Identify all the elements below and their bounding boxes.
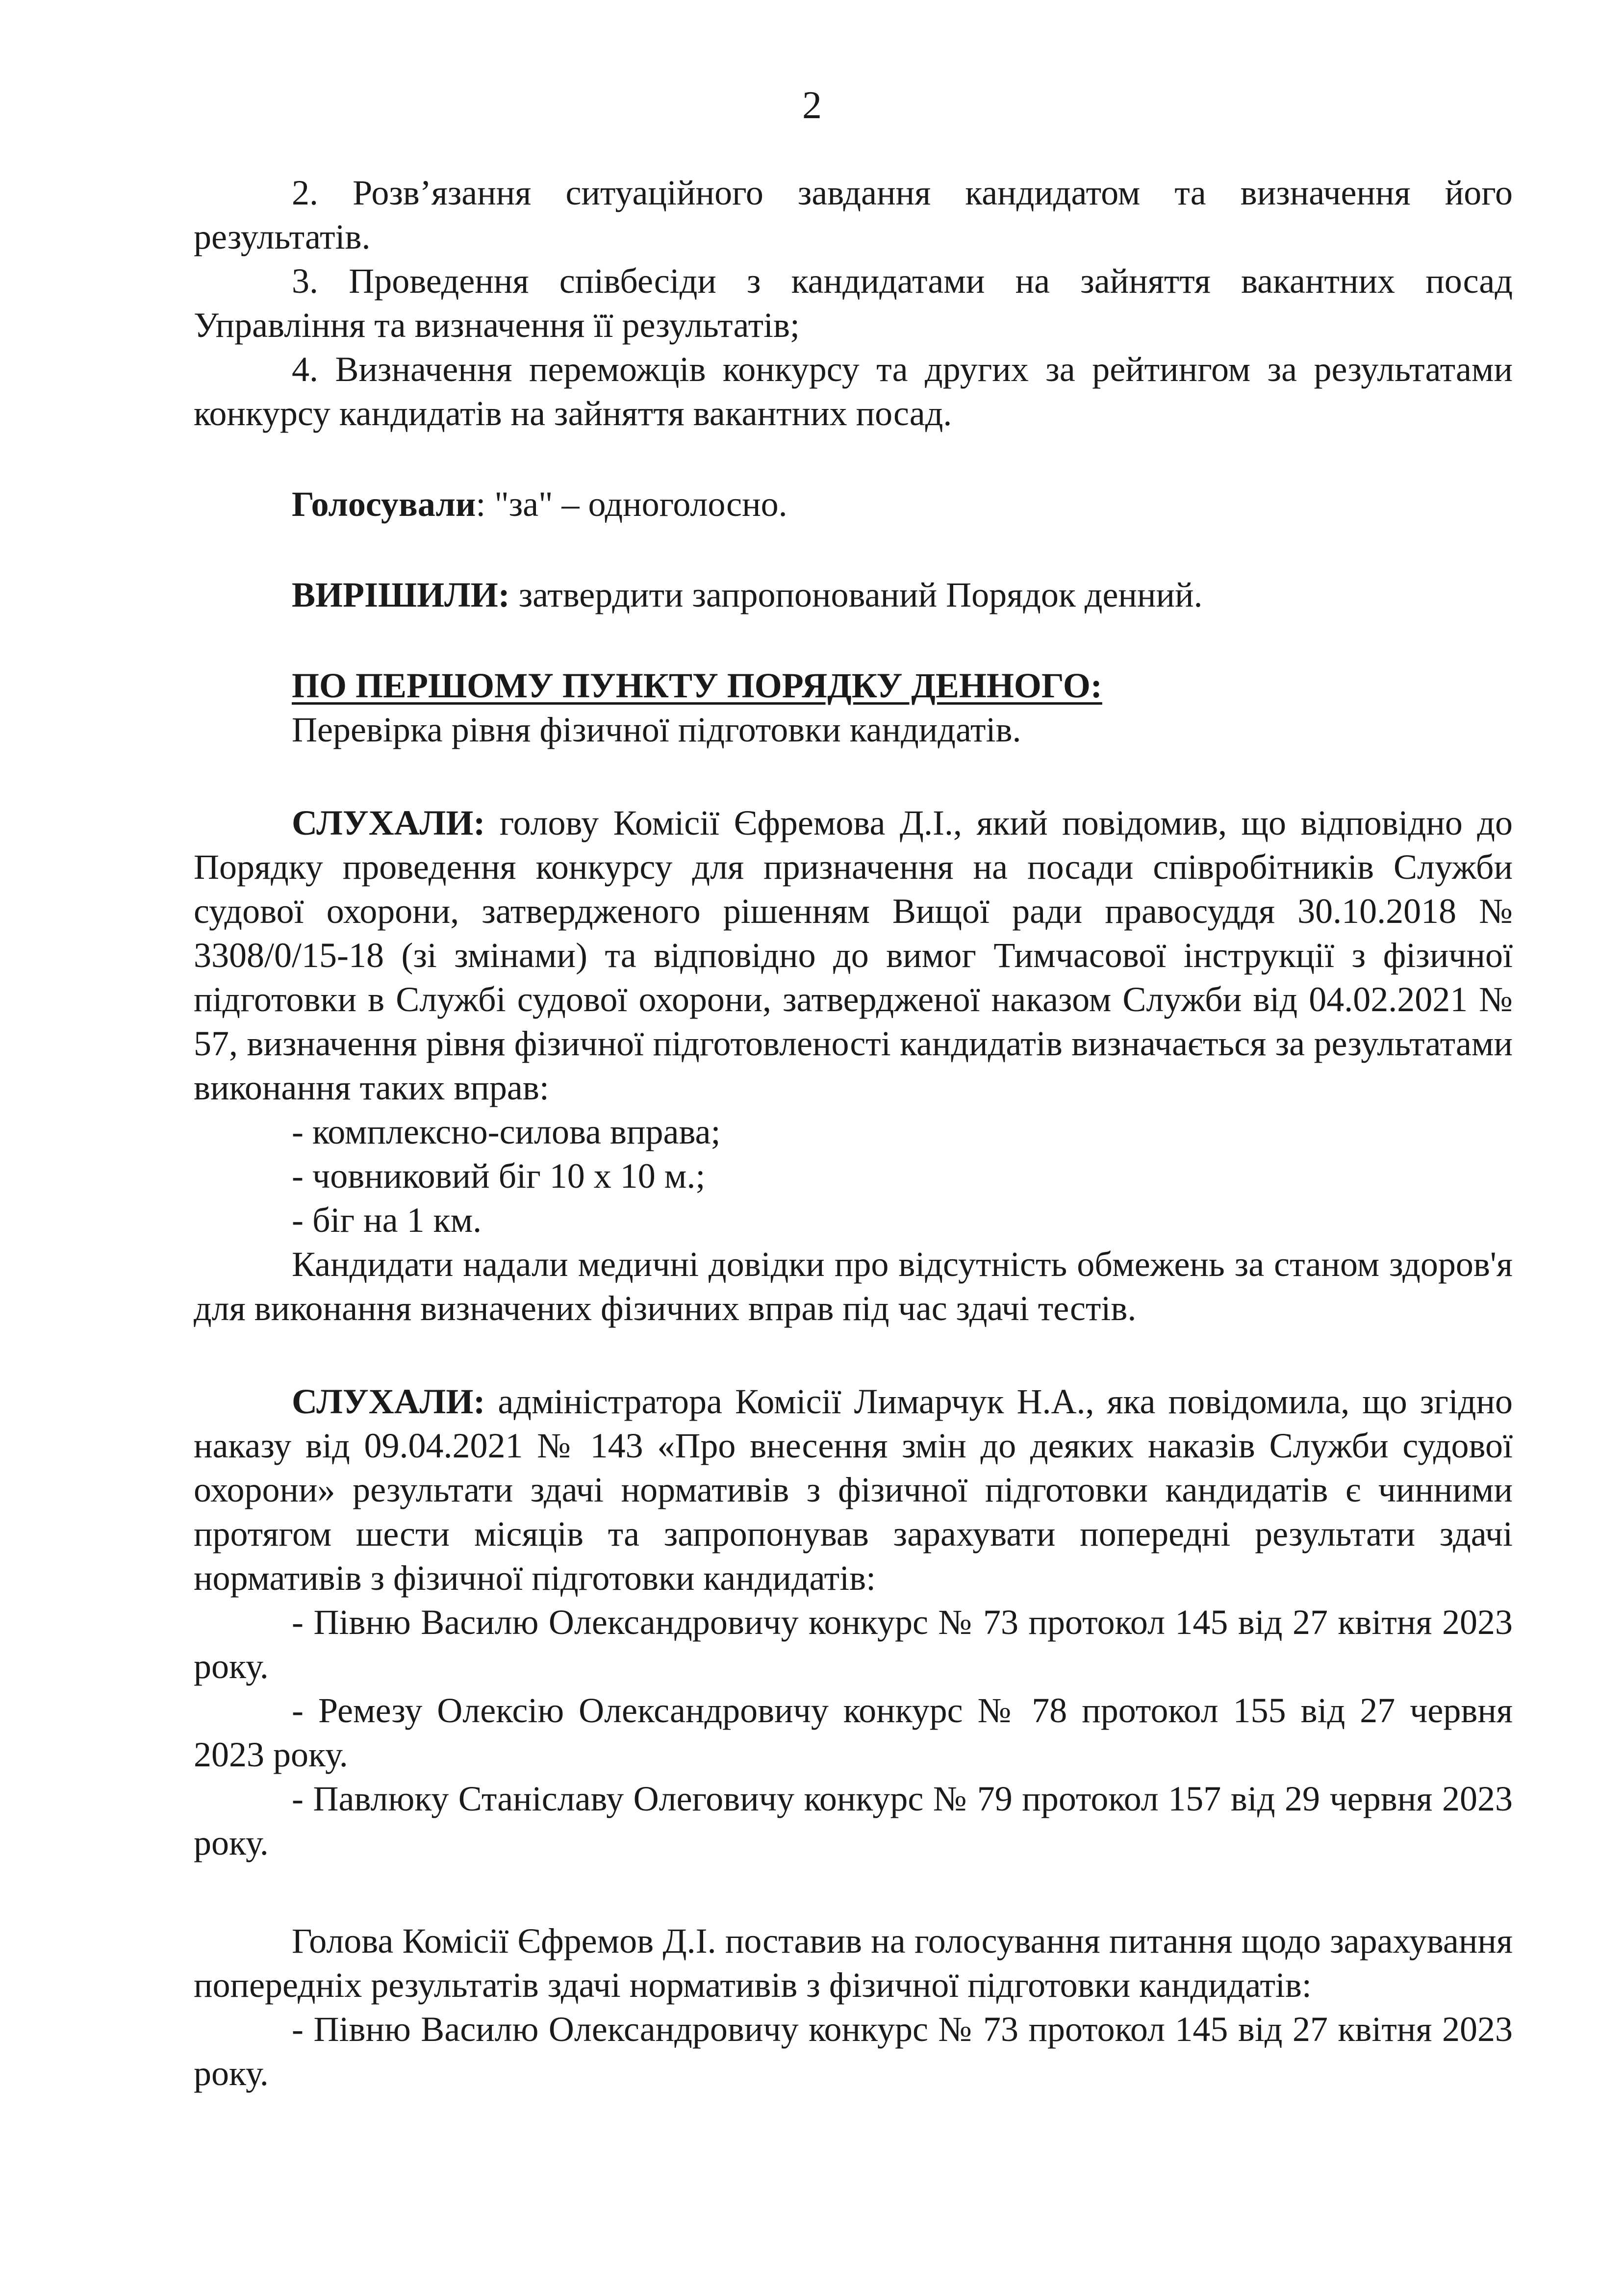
- heard-text-2: адміністратора Комісії Лимарчук Н.А., яка повідомила, що згідно наказу від 09.04.2021 № 143 «Про внесення змін до деяких наказів Служби судової охорони» результати здачі нормативів з фізичної підготовки кандидатів є чинними протягом шести місяців та запропонував зарахувати попередні результати здачі нормативів з фізичної підготовки кандидатів:: [194, 1382, 1513, 1598]
- decision-label: ВИРІШИЛИ:: [292, 575, 510, 614]
- vote-label: Голосували: [292, 484, 476, 524]
- section-heading: ПО ПЕРШОМУ ПУНКТУ ПОРЯДКУ ДЕННОГО:: [292, 666, 1102, 705]
- exercise-item: - човниковий біг 10 х 10 м.;: [292, 1156, 706, 1196]
- vote-text: : "за" – одноголосно.: [476, 484, 787, 524]
- page-number: 2: [802, 84, 822, 127]
- agenda-item-2: 2. Розв’язання ситуаційного завдання кандидатом та визначення його результатів.: [194, 173, 1513, 256]
- agenda-item-3: 3. Проведення співбесіди з кандидатами на зайняття вакантних посад Управління та визначення її результатів;: [194, 261, 1513, 345]
- candidate-item: - Павлюку Станіславу Олеговичу конкурс № 79 протокол 157 від 29 червня 2023 року.: [194, 1779, 1513, 1862]
- exercise-item: - комплексно-силова вправа;: [292, 1112, 721, 1151]
- heard-text-1: голову Комісії Єфремова Д.І., який повідомив, що відповідно до Порядку проведення конкурсу для призначення на посади співробітників Служби судової охорони, затвердженого рішенням Вищої ради правосуддя 30.10.2018 № 3308/0/15-18 (зі змінами) та відповідно до вимог Тимчасової інструкції з фізичної підготовки в Службі судової охорони, затвердженої наказом Служби від 04.02.2021 № 57, визначення рівня фізичної підготовленості кандидатів визначається за результатами виконання таких вправ:: [194, 803, 1513, 1107]
- chairman-vote-paragraph: Голова Комісії Єфремов Д.І. поставив на голосування питання щодо зарахування попередніх результатів здачі нормативів з фізичної підготовки кандидатів:: [194, 1921, 1513, 2005]
- heard-label-2: СЛУХАЛИ:: [292, 1382, 485, 1421]
- exercise-item: - біг на 1 км.: [292, 1200, 482, 1240]
- candidate-item: - Ремезу Олексію Олександровичу конкурс № 78 протокол 155 від 27 червня 2023 року.: [194, 1691, 1513, 1774]
- section-subtitle: Перевірка рівня фізичної підготовки кандидатів.: [292, 710, 1021, 749]
- decision: [194, 573, 1513, 617]
- heard-label-1: СЛУХАЛИ:: [292, 803, 485, 842]
- medical-note: Кандидати надали медичні довідки про відсутність обмежень за станом здоров'я для виконання визначених фізичних вправ під час здачі тестів.: [194, 1245, 1513, 1328]
- candidate-item: - Півню Василю Олександровичу конкурс № 73 протокол 145 від 27 квітня 2023 року.: [194, 1603, 1513, 1686]
- decision-text: затвердити запропонований Порядок денний.: [509, 575, 1203, 614]
- candidate-item: - Півню Василю Олександровичу конкурс № 73 протокол 145 від 27 квітня 2023 року.: [194, 2010, 1513, 2093]
- agenda-item-4: 4. Визначення переможців конкурсу та других за рейтингом за результатами конкурсу кандидатів на зайняття вакантних посад.: [194, 350, 1513, 433]
- vote-result: [194, 482, 1513, 526]
- heard-paragraph-1: [194, 801, 1513, 1110]
- heard-paragraph-2: [194, 1379, 1513, 1600]
- document-body: [194, 171, 1513, 2095]
